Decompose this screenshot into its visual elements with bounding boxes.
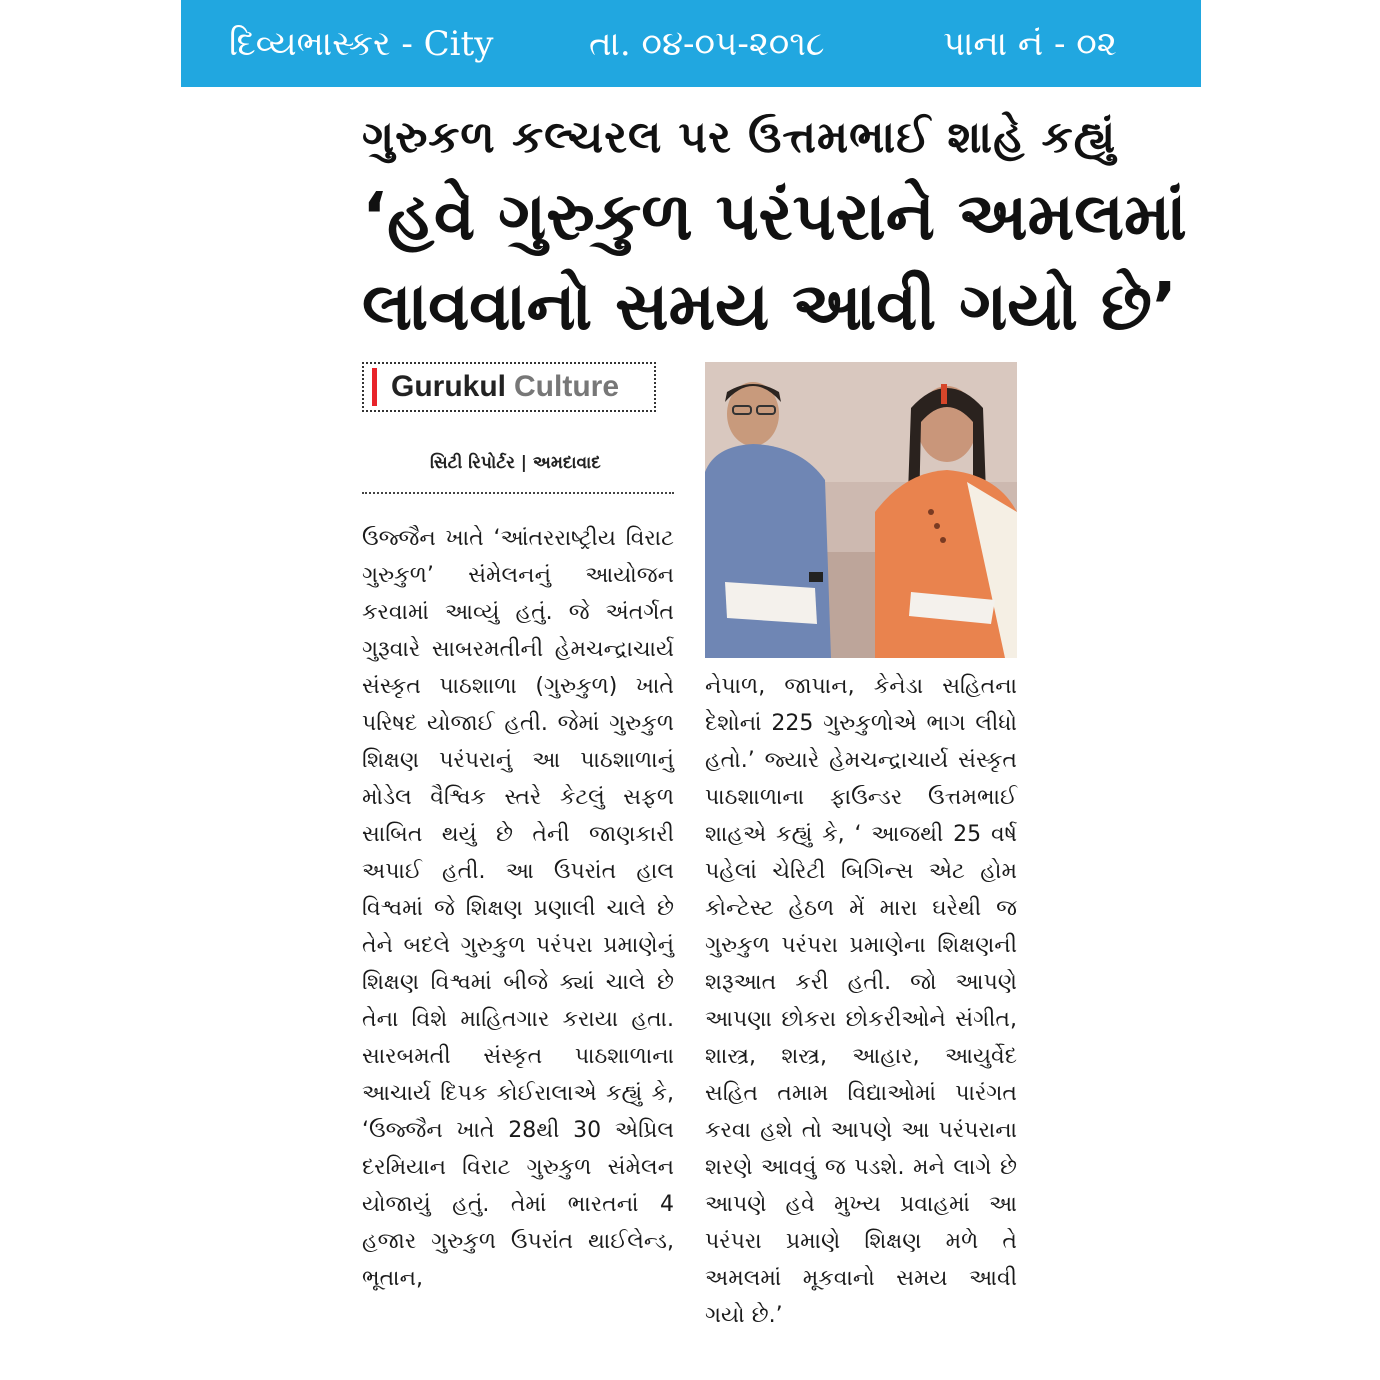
newspaper-header-bar <box>181 0 1201 87</box>
headline-line-1: ‘હવે ગુરુકુળ પરંપરાને અમલમાં <box>362 178 1187 255</box>
headline-kicker: ગુરુકળ કલ્ચરલ પર ઉત્તમભાઈ શાહે કહ્યું <box>362 112 1117 163</box>
section-badge <box>362 362 656 412</box>
page-number: પાના નં - ૦૨ <box>943 24 1117 64</box>
newspaper-name: દિવ્યભાસ્કર - City <box>229 24 494 64</box>
photo-illustration <box>705 362 1017 658</box>
badge-accent-bar <box>372 368 377 406</box>
article-photo <box>705 362 1017 658</box>
headline-line-2: લાવવાનો સમય આવી ગયો છે’ <box>362 268 1177 345</box>
byline-divider <box>362 492 674 494</box>
article-column-1: ઉજ્જૈન ખાતે ‘આંતરરાષ્ટ્રીય વિરાટ ગુરુકુળ’ સંમેલનનું આયોજન કરવામાં આવ્યું હતું. જે અંતર્ગત ગુરૂવારે સાબરમતીની હેમચન્દ્રાચાર્ય સંસ્કૃત પાઠશાળા (ગુરુકુળ) ખાતે પરિષદ યોજાઈ હતી. જેમાં ગુરુકુળ શિક્ષણ પરંપરાનું આ પાઠશાળાનું મોડેલ વૈશ્વિક સ્તરે કેટલું સફળ સાબિત થયું છે તેની જાણકારી અપાઈ હતી. આ ઉપરાંત હાલ વિશ્વમાં જે શિક્ષણ પ્રણાલી ચાલે છે તેને બદલે ગુરુકુળ પરંપરા પ્રમાણેનું શિક્ષણ વિશ્વમાં બીજે ક્યાં ચાલે છે તેના વિશે માહિતગાર કરાયા હતા. સારબમતી સંસ્કૃત પાઠશાળાના આચાર્ય દિપક કોઈરાલાએ કહ્યું કે, ‘ઉજ્જૈન ખાતે 28થી 30 એપ્રિલ દરમિયાન વિરાટ ગુરુકુળ સંમેલન યોજાયું હતું. તેમાં ભારતનાં 4 હજાર ગુરુકુળ ઉપરાંત થાઈલેન્ડ, ભૂતાન, <box>362 526 674 1291</box>
badge-word-gurukul: Gurukul <box>391 370 507 403</box>
publication-date: તા. ૦૪-૦૫-૨૦૧૮ <box>589 24 825 64</box>
article-column-2: નેપાળ, જાપાન, કેનેડા સહિતના દેશોનાં 225 ગુરુકુળોએ ભાગ લીધો હતો.’ જ્યારે હેમચન્દ્રાચાર્ય સંસ્કૃત પાઠશાળાના ફાઉન્ડર ઉત્તમભાઈ શાહએ કહ્યું કે, ‘ આજથી 25 વર્ષ પહેલાં ચેરિટી બિગિન્સ એટ હોમ કોન્ટેસ્ટ હેઠળ મેં મારા ઘરેથી જ ગુરુકુળ પરંપરા પ્રમાણેના શિક્ષણની શરૂઆત કરી હતી. જો આપણે આપણા છોકરા છોકરીઓને સંગીત, શાસ્ત્ર, શસ્ત્ર, આહાર, આયુર્વેદ સહિત તમામ વિદ્યાઓમાં પારંગત કરવા હશે તો આપણે આ પરંપરાના શરણે આવવું જ પડશે. મને લાગે છે આપણે હવે મુખ્ય પ્રવાહમાં આ પરંપરા પ્રમાણે શિક્ષણ મળે તે અમલમાં મૂકવાનો સમય આવી ગયો છે.’ <box>705 674 1017 1328</box>
byline: સિટી રિપોર્ટર | અમદાવાદ <box>430 453 601 473</box>
badge-word-culture: Culture <box>514 370 620 403</box>
